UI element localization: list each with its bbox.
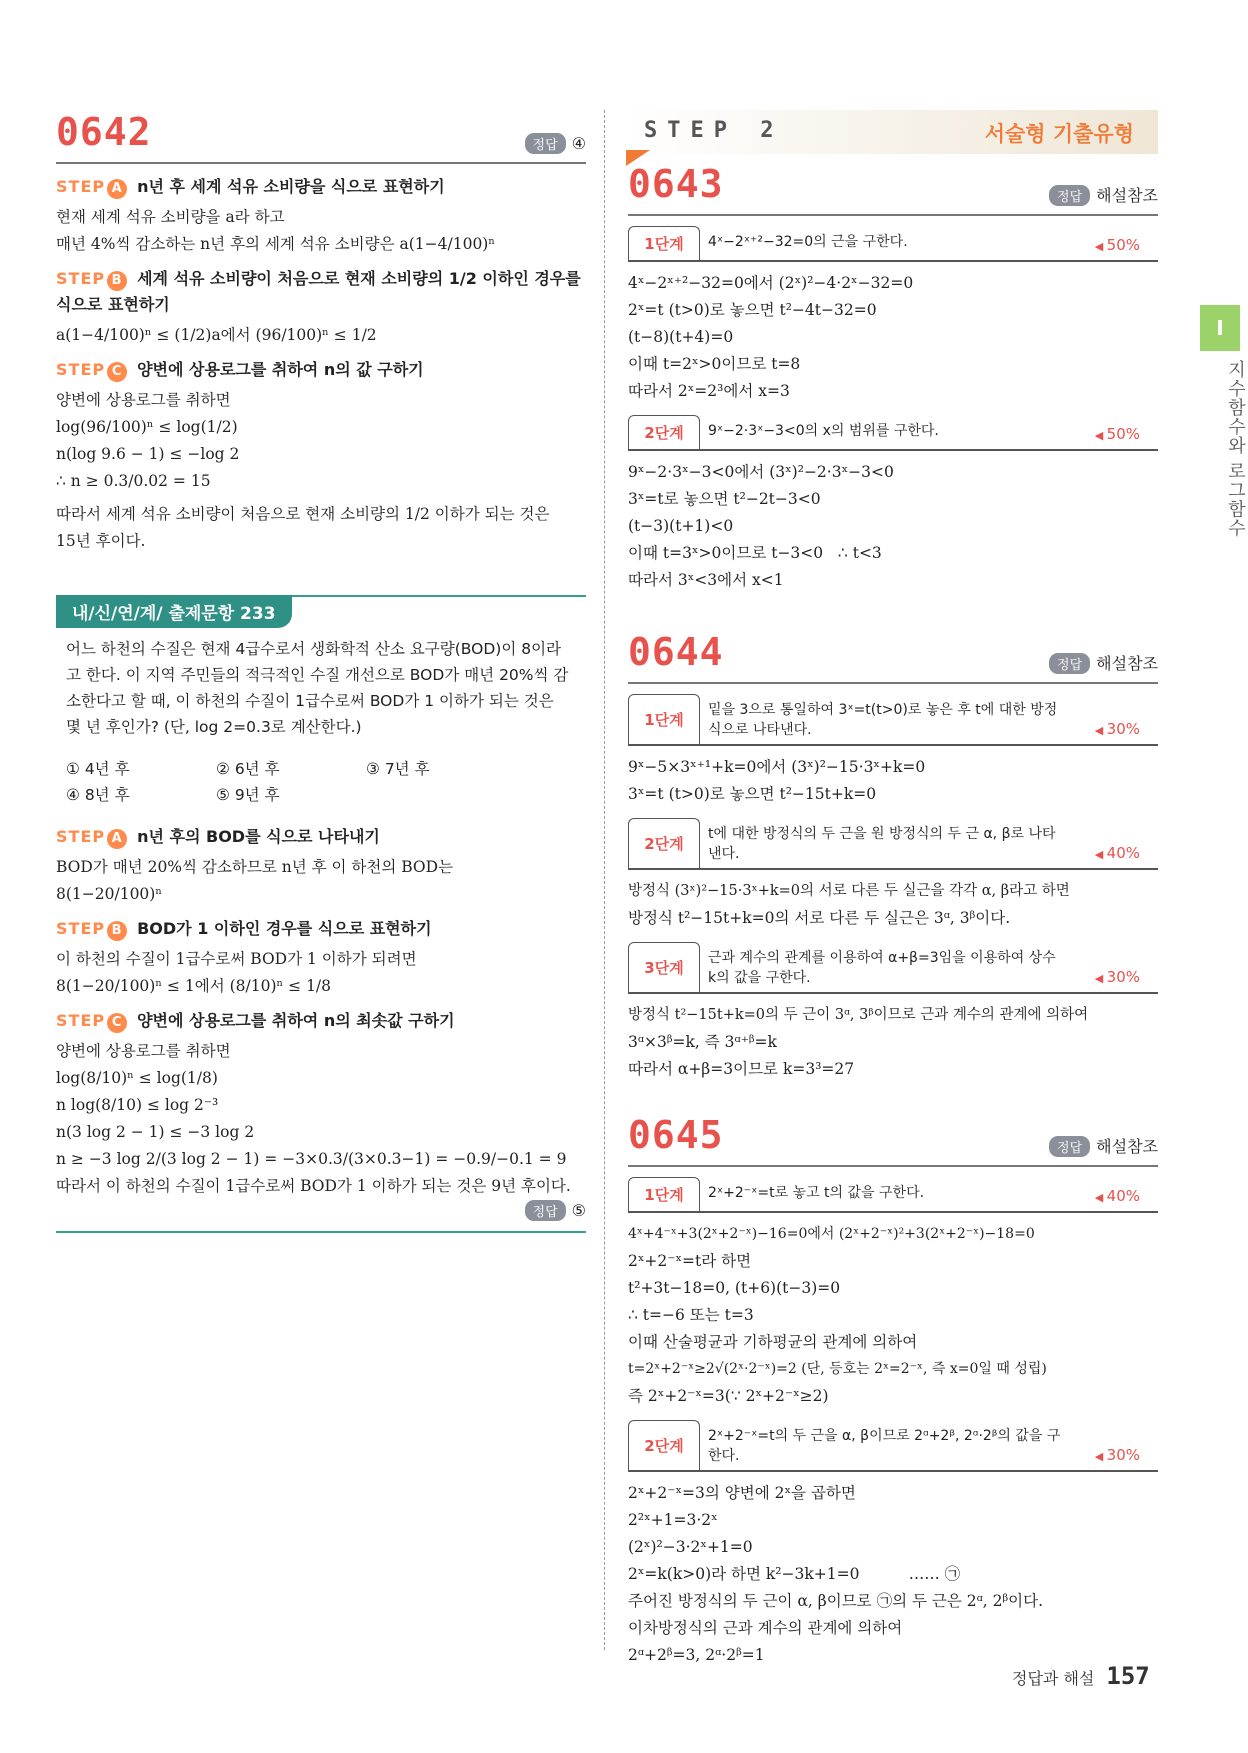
problem-number: 0642 xyxy=(56,110,152,154)
solution-line: a(1−4/100)ⁿ ≤ (1/2)a에서 (96/100)ⁿ ≤ 1/2 xyxy=(56,326,377,344)
solution-line: 8(1−20/100)ⁿ ≤ 1에서 (8/10)ⁿ ≤ 1/8 xyxy=(56,977,332,995)
solution-line: 2ˣ=k(k>0)라 하면 k²−3k+1=0 …… ㉠ xyxy=(628,1565,961,1583)
problem-number: 0644 xyxy=(628,630,724,674)
answer-badge: 정답 xyxy=(525,133,566,154)
left-column xyxy=(56,110,586,1233)
solution-line: n log(8/10) ≤ log 2⁻³ xyxy=(56,1096,219,1114)
solution-line: 방정식 t²−15t+k=0의 서로 다른 두 실근은 3ᵅ, 3ᵝ이다. xyxy=(628,909,1011,927)
step-b: STEP B BOD가 1 이하인 경우를 식으로 표현하기 xyxy=(56,916,586,942)
stage-2: 2단계 9ˣ−2·3ˣ−3<0의 x의 범위를 구한다. ◀ 50% xyxy=(628,415,1158,451)
solution-line: 3ˣ=t로 놓으면 t²−2t−3<0 xyxy=(628,490,821,508)
solution-line: BOD가 매년 20%씩 감소하므로 n년 후 이 하천의 BOD는 xyxy=(56,858,454,876)
solution-line: 15년 후이다. xyxy=(56,532,146,550)
solution-line: t=2ˣ+2⁻ˣ≥2√(2ˣ·2⁻ˣ)=2 (단, 등호는 2ˣ=2⁻ˣ, 즉 x=0일 때 성립) xyxy=(628,1361,1047,1377)
solution-line: 이 하천의 수질이 1급수로써 BOD가 1 이하가 되려면 xyxy=(56,950,417,968)
problem-0643-header xyxy=(628,162,1158,216)
step2-title: STEP 2 xyxy=(644,118,784,143)
solution-line: 따라서 3ˣ<3에서 x<1 xyxy=(628,571,784,589)
solution-line: 따라서 세계 석유 소비량이 처음으로 현재 소비량의 1/2 이하가 되는 것은 xyxy=(56,505,550,523)
page-number: 157 xyxy=(1106,1662,1150,1690)
naesin-question: 어느 하천의 수질은 현재 4급수로서 생화학적 산소 요구량(BOD)이 8이라 고 한다. 이 지역 주민들의 적극적인 수질 개선으로 BOD가 매년 20%씩 감 소한다고 할 때, 이 하천의 수질이 1급수로써 BOD가 1 이하가 되는 것은 몇 년 후인가? (단, log 2=0.3로 계산한다.) xyxy=(66,640,569,736)
answer xyxy=(525,133,586,154)
solution-line: 현재 세계 석유 소비량을 a라 하고 xyxy=(56,208,285,226)
solution-line: log(96/100)ⁿ ≤ log(1/2) xyxy=(56,418,238,436)
right-column xyxy=(628,110,1158,1669)
solution-line: 이때 산술평균과 기하평균의 관계에 의하여 xyxy=(628,1333,918,1351)
solution-line: 따라서 2ˣ=2³에서 x=3 xyxy=(628,382,790,400)
step2-banner xyxy=(626,110,1158,162)
problem-0642-header xyxy=(56,110,586,164)
column-divider xyxy=(604,110,605,1650)
solution-line: 9ˣ−5×3ˣ⁺¹+k=0에서 (3ˣ)²−15·3ˣ+k=0 xyxy=(628,758,926,776)
solution-line: (2ˣ)²−3·2ˣ+1=0 xyxy=(628,1538,753,1556)
stage-2: 2단계 t에 대한 방정식의 두 근을 원 방정식의 두 근 α, β로 나타낸다. ◀ 40% xyxy=(628,818,1158,870)
step2-subtitle: 서술형 기출유형 xyxy=(984,122,1134,146)
stage-2: 2단계 2ˣ+2⁻ˣ=t의 두 근을 α, β이므로 2ᵅ+2ᵝ, 2ᵅ·2ᵝ의 값을 구한다. ◀ 30% xyxy=(628,1420,1158,1472)
solution-line: ∴ t=−6 또는 t=3 xyxy=(628,1306,754,1324)
choice: ② 6년 후 xyxy=(216,760,280,778)
solution-line: 양변에 상용로그를 취하면 xyxy=(56,1042,231,1060)
solution-line: 3ᵅ×3ᵝ=k, 즉 3ᵅ⁺ᵝ=k xyxy=(628,1033,777,1051)
solution-line: 이때 t=2ˣ>0이므로 t=8 xyxy=(628,355,801,373)
step-c: STEP C 양변에 상용로그를 취하여 n의 값 구하기 xyxy=(56,357,586,383)
step-b: STEP B 세계 석유 소비량이 처음으로 현재 소비량의 1/2 이하인 경우를 식으로 표현하기 xyxy=(56,269,581,314)
solution-line: 2ˣ+2⁻ˣ=3의 양변에 2ˣ을 곱하면 xyxy=(628,1484,856,1502)
choice: ① 4년 후 xyxy=(66,760,130,778)
solution-line: 4ˣ+4⁻ˣ+3(2ˣ+2⁻ˣ)−16=0에서 (2ˣ+2⁻ˣ)²+3(2ˣ+2⁻ˣ)−18=0 xyxy=(628,1226,1035,1242)
step-a: STEP A n년 후 세계 석유 소비량을 식으로 표현하기 xyxy=(56,174,586,200)
solution-line: 9ˣ−2·3ˣ−3<0에서 (3ˣ)²−2·3ˣ−3<0 xyxy=(628,463,894,481)
stage-3: 3단계 근과 계수의 관계를 이용하여 α+β=3임을 이용하여 상수 k의 값을 구한다. ◀ 30% xyxy=(628,942,1158,994)
solution-line: (t−3)(t+1)<0 xyxy=(628,517,734,535)
step-c: STEP C 양변에 상용로그를 취하여 n의 최솟값 구하기 xyxy=(56,1008,586,1034)
solution-line: 방정식 (3ˣ)²−15·3ˣ+k=0의 서로 다른 두 실근을 각각 α, β라고 하면 xyxy=(628,883,1070,899)
naesin-section xyxy=(56,595,586,808)
stage-1: 1단계 2ˣ+2⁻ˣ=t로 놓고 t의 값을 구한다. ◀ 40% xyxy=(628,1177,1158,1213)
choices xyxy=(56,746,586,808)
problem-number: 0645 xyxy=(628,1113,724,1157)
page-footer xyxy=(1012,1662,1150,1690)
solution-line: 주어진 방정식의 두 근이 α, β이므로 ㉠의 두 근은 2ᵅ, 2ᵝ이다. xyxy=(628,1592,1044,1610)
solution-line: 이차방정식의 근과 계수의 관계에 의하여 xyxy=(628,1619,903,1637)
answer: 정답 해설참조 xyxy=(1049,183,1158,206)
solution-line: t²+3t−18=0, (t+6)(t−3)=0 xyxy=(628,1279,841,1297)
solution-line: 양변에 상용로그를 취하면 xyxy=(56,391,231,409)
answer-value: ④ xyxy=(571,134,586,153)
solution-line: n(log 9.6 − 1) ≤ −log 2 xyxy=(56,445,240,463)
solution-line: log(8/10)ⁿ ≤ log(1/8) xyxy=(56,1069,218,1087)
choice: ⑤ 9년 후 xyxy=(216,786,280,804)
solution-line: 2ˣ+2⁻ˣ=t라 하면 xyxy=(628,1252,752,1270)
stage-1: 1단계 밑을 3으로 통일하여 3ˣ=t(t>0)로 놓은 후 t에 대한 방정식으로 나타낸다. ◀ 30% xyxy=(628,694,1158,746)
solution-line: 3ˣ=t (t>0)로 놓으면 t²−15t+k=0 xyxy=(628,785,877,803)
solution-line: n ≥ −3 log 2/(3 log 2 − 1) = −3×0.3/(3×0.3−1) = −0.9/−0.1 = 9 xyxy=(56,1150,567,1168)
solution-line: 2ᵅ+2ᵝ=3, 2ᵅ·2ᵝ=1 xyxy=(628,1646,765,1664)
solution-line: ∴ n ≥ 0.3/0.02 = 15 xyxy=(56,472,211,490)
answer: 정답 해설참조 xyxy=(1049,1134,1158,1157)
answer: 정답 해설참조 xyxy=(1049,651,1158,674)
solution-line: 따라서 α+β=3이므로 k=3³=27 xyxy=(628,1060,855,1078)
solution-line: 즉 2ˣ+2⁻ˣ=3(∵ 2ˣ+2⁻ˣ≥2) xyxy=(628,1387,829,1405)
solution-line: 2ˣ=t (t>0)로 놓으면 t²−4t−32=0 xyxy=(628,301,877,319)
step-tag: STEP C xyxy=(56,360,127,379)
solution-line: (t−8)(t+4)=0 xyxy=(628,328,734,346)
step-a: STEP A n년 후의 BOD를 식으로 나타내기 xyxy=(56,824,586,850)
step-tag: STEP A xyxy=(56,177,127,196)
choice: ④ 8년 후 xyxy=(66,786,130,804)
solution-line: 4ˣ−2ˣ⁺²−32=0에서 (2ˣ)²−4·2ˣ−32=0 xyxy=(628,274,914,292)
naesin-solution xyxy=(56,824,586,1233)
chapter-tab: I xyxy=(1200,305,1240,351)
chapter-title: 지수함수와 로그함수 xyxy=(1225,360,1246,538)
stage-1: 1단계 4ˣ−2ˣ⁺²−32=0의 근을 구한다. ◀ 50% xyxy=(628,226,1158,262)
solution-line: 2²ˣ+1=3·2ˣ xyxy=(628,1511,718,1529)
solution-line: n(3 log 2 − 1) ≤ −3 log 2 xyxy=(56,1123,255,1141)
answer: 정답 ⑤ xyxy=(56,1200,586,1221)
choice: ③ 7년 후 xyxy=(366,760,430,778)
solution-line: 방정식 t²−15t+k=0의 두 근이 3ᵅ, 3ᵝ이므로 근과 계수의 관계에 의하여 xyxy=(628,1007,1089,1023)
problem-number: 0643 xyxy=(628,162,724,206)
naesin-tag: 내/신/연/계/ 출제문항 233 xyxy=(56,595,292,628)
problem-0644-header xyxy=(628,630,1158,684)
solution-line: 8(1−20/100)ⁿ xyxy=(56,885,163,903)
footer-label: 정답과 해설 xyxy=(1012,1669,1095,1688)
problem-0645-header xyxy=(628,1113,1158,1167)
solution-line: 매년 4%씩 감소하는 n년 후의 세계 석유 소비량은 a(1−4/100)ⁿ xyxy=(56,235,496,253)
solution-line: 이때 t=3ˣ>0이므로 t−3<0 ∴ t<3 xyxy=(628,544,882,562)
section-end-rule xyxy=(56,1231,586,1233)
solution-line: 따라서 이 하천의 수질이 1급수로써 BOD가 1 이하가 되는 것은 9년 후이다. xyxy=(56,1177,571,1195)
step-tag: STEP B xyxy=(56,269,127,288)
